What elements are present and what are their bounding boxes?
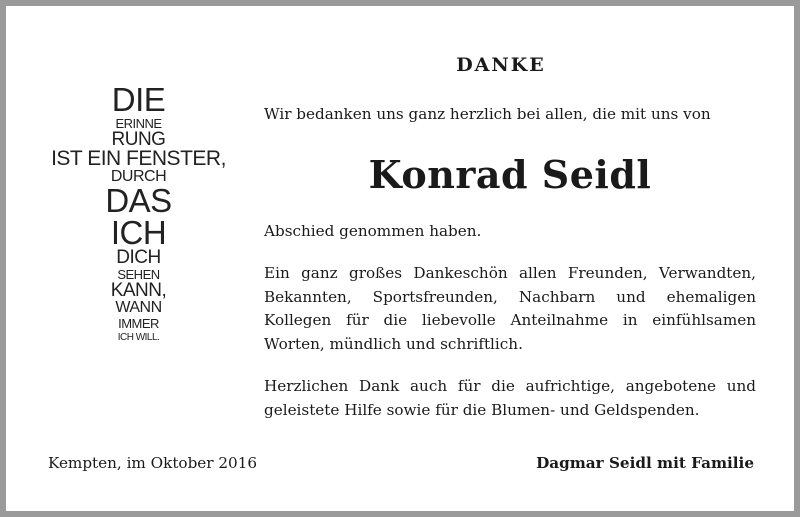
poem-line: WANN	[115, 299, 162, 316]
notice-heading: DANKE	[456, 54, 546, 76]
intro-text: Wir bedanken uns ganz herzlich bei allen, die mit uns von	[264, 105, 711, 123]
deceased-name: Konrad Seidl	[368, 152, 652, 197]
poem-line: RUNG	[111, 129, 166, 150]
thanks-paragraph: Ein ganz großes Dankeschön allen Freunden, Verwandten, Bekannten, Sportsfreunden, Nachbarn und ehemaligen Kollegen für die liebevolle Anteilnahme in einfühlsamen Worten, mündlich und schriftlich.	[264, 264, 756, 353]
signature: Dagmar Seidl mit Familie	[536, 454, 754, 472]
poem-line: DICH	[116, 247, 161, 268]
poem-line: DIE	[111, 81, 166, 118]
poem-line: DAS	[105, 182, 172, 219]
place-date: Kempten, im Oktober 2016	[48, 454, 258, 472]
poem-line: IMMER	[118, 316, 159, 331]
poem-line: ICH WILL.	[117, 332, 160, 343]
cross-poem	[6, 81, 271, 344]
obituary-card	[6, 6, 794, 511]
farewell-text: Abschied genommen haben.	[264, 222, 482, 240]
help-paragraph: Herzlichen Dank auch für die aufrichtige, angebotene und geleistete Hilfe sowie für die Blumen- und Geldspenden.	[264, 377, 756, 419]
poem-line: DURCH	[110, 168, 167, 185]
poem-line: ICH	[110, 214, 167, 251]
poem-line: SEHEN	[117, 267, 160, 282]
poem-line: IST EIN FENSTER,	[51, 147, 226, 170]
poem-line: ERINNE	[115, 116, 162, 131]
poem-line: KANN,	[110, 280, 167, 301]
